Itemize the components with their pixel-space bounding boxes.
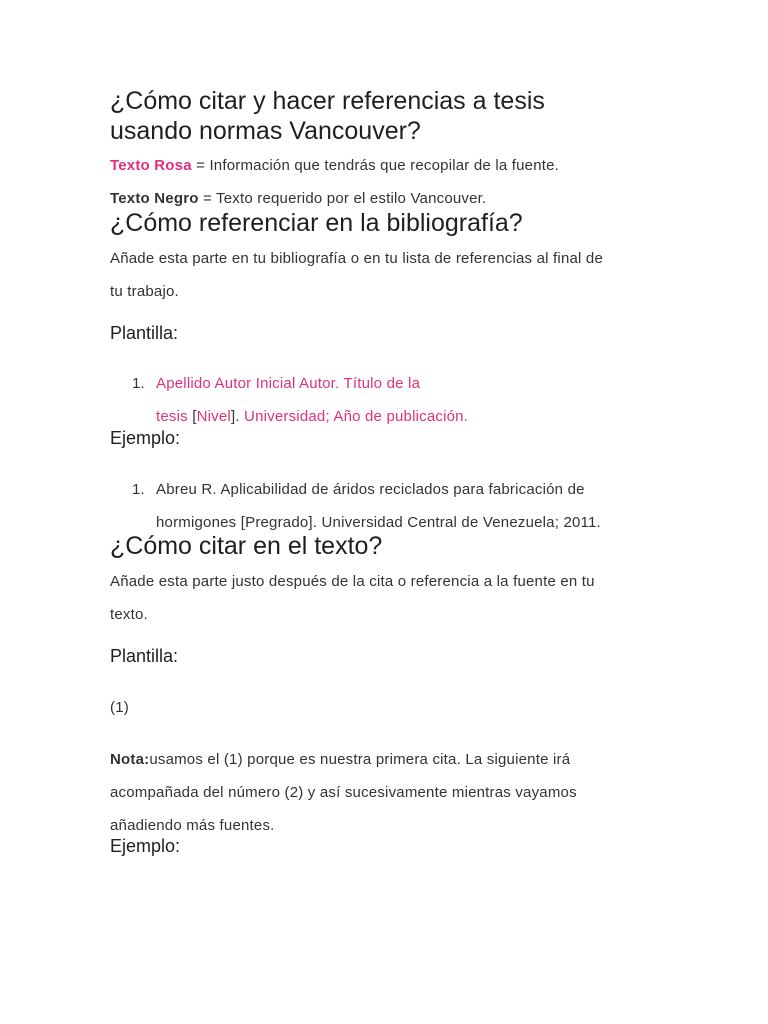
intext-template-heading: Plantilla: [110, 646, 179, 666]
biblio-example-line1: Abreu R. Aplicabilidad de áridos reciclados para fabricación de [156, 481, 585, 498]
biblio-template-list-item [110, 367, 670, 433]
template-nivel: Nivel [196, 408, 231, 425]
biblio-heading: ¿Cómo referenciar en la bibliografía? [110, 209, 523, 237]
note-line3: añadiendo más fuentes. [110, 817, 275, 834]
biblio-example-heading: Ejemplo: [110, 428, 181, 448]
intext-example-heading: Ejemplo: [110, 836, 181, 856]
biblio-intro-line2: tu trabajo. [110, 283, 179, 300]
biblio-template-heading: Plantilla: [110, 323, 179, 343]
note-line1 [110, 743, 570, 776]
note-text-line1: usamos el (1) porque es nuestra primera cita. La siguiente irá [149, 751, 571, 768]
biblio-example-list-item [110, 473, 670, 539]
page-title-line1: ¿Cómo citar y hacer referencias a tesis [110, 87, 545, 115]
note-label: Nota: [110, 751, 150, 768]
legend-pink-desc: = Información que tendrás que recopilar de la fuente. [191, 157, 560, 174]
legend-pink [110, 148, 559, 184]
page-title-line2: usando normas Vancouver? [110, 117, 421, 145]
template-rest: Universidad; Año de publicación. [244, 408, 469, 425]
intext-heading: ¿Cómo citar en el texto? [110, 532, 383, 560]
legend-pink-label: Texto Rosa [110, 157, 192, 174]
biblio-template-line1: Apellido Autor Inicial Autor. Título de la [156, 375, 421, 392]
biblio-template-line2 [156, 400, 468, 433]
note-line2: acompañada del número (2) y así sucesivamente mientras vayamos [110, 784, 577, 801]
legend-black-label: Texto Negro [110, 190, 199, 207]
template-open-bracket: [ [187, 408, 197, 425]
template-close-bracket: ]. [230, 408, 245, 425]
intext-intro-line1: Añade esta parte justo después de la cita o referencia a la fuente en tu [110, 573, 595, 590]
intext-intro-line2: texto. [110, 606, 148, 623]
list-number: 1. [132, 375, 145, 392]
biblio-example-line2: hormigones [Pregrado]. Universidad Central de Venezuela; 2011. [156, 514, 601, 531]
intext-template-value: (1) [110, 699, 129, 716]
legend-black-desc: = Texto requerido por el estilo Vancouver. [198, 190, 487, 207]
list-number: 1. [132, 481, 145, 498]
template-tesis: tesis [156, 408, 188, 425]
biblio-intro-line1: Añade esta parte en tu bibliografía o en tu lista de referencias al final de [110, 250, 604, 267]
